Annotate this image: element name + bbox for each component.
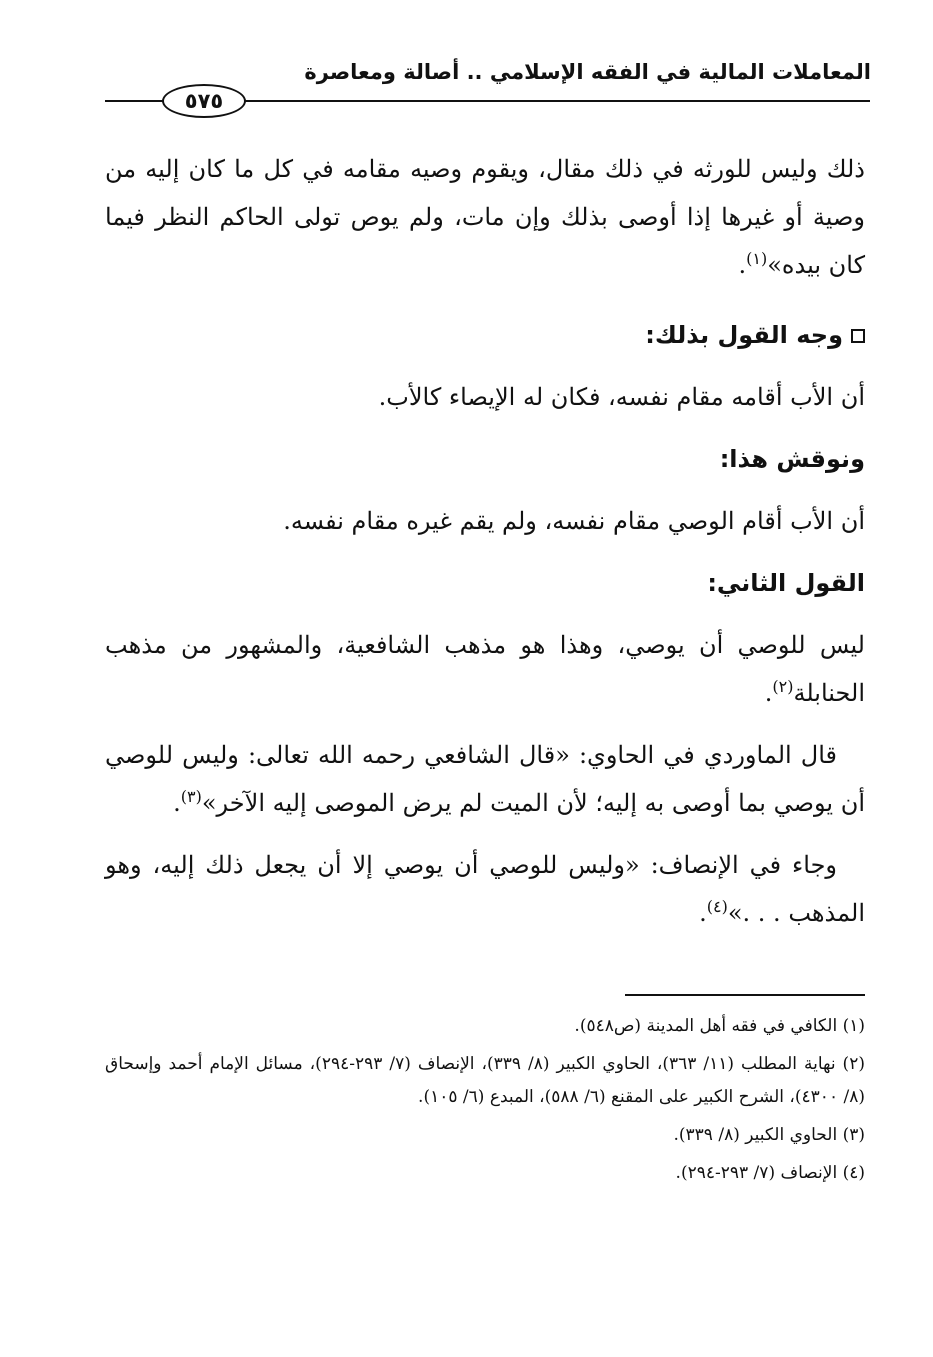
footnotes [105,1010,865,1195]
footnote-ref-4[interactable]: (٤) [706,897,728,916]
main-text [105,145,865,937]
footnote-ref-2[interactable]: (٢) [772,677,794,696]
page-number-badge: ٥٧٥ [162,84,246,118]
paragraph-6: وجاء في الإنصاف: «وليس للوصي أن يوصي إلا أن يجعل ذلك إليه، وهو المذهب . . .»$^{(٤)}$. [105,851,865,927]
paragraph-5: قال الماوردي في الحاوي: «قال الشافعي رحمه الله تعالى: وليس للوصي أن يوصي بما أوصى به إليه؛ لأن الميت لم يرض الموصى إليه الآخر»$^{(٣)}$. [105,741,865,817]
paragraph-4: ليس للوصي أن يوصي، وهذا هو مذهب الشافعية، والمشهور من مذهب الحنابلة$^{(٢)}$. [105,631,865,707]
section-heading-discussion: ونوقش هذا: [719,445,865,473]
footnote-1: (١) الكافي في فقه أهل المدينة (ص٥٤٨). [574,1016,865,1036]
paragraph-2: أن الأب أقامه مقام نفسه، فكان له الإيصاء كالأب. [378,383,865,411]
section-heading-reason: وجه القول بذلك: [105,311,865,359]
footnote-ref-3[interactable]: (٣) [180,787,202,806]
paragraph-3: أن الأب أقام الوصي مقام نفسه، ولم يقم غيره مقام نفسه. [283,507,865,535]
footnote-separator [625,994,865,996]
footnote-4: (٤) الإنصاف (٧/ ٢٩٣-٢٩٤). [675,1163,865,1183]
footnote-3: (٣) الحاوي الكبير (٨/ ٣٣٩). [673,1125,865,1145]
footnote-ref-1[interactable]: (١) [746,249,768,268]
paragraph-1: ذلك وليس للورثه في ذلك مقال، ويقوم وصيه مقامه في كل ما كان إليه من وصية أو غيرها إذا أوصى بذلك وإن مات، ولم يوص تولى الحاكم النظر فيما كان بيده»$^{(١)}$. [105,155,865,279]
checkbox-square-icon [851,329,865,343]
section-heading-second-opinion: القول الثاني: [707,569,865,597]
running-header-title: المعاملات المالية في الفقه الإسلامي .. أصالة ومعاصرة [304,60,871,84]
footnote-2: (٢) نهاية المطلب (١١/ ٣٦٣)، الحاوي الكبير (٨/ ٣٣٩)، الإنصاف (٧/ ٢٩٣-٢٩٤)، مسائل الإمام أحمد وإسحاق (٨/ ٤٣٠٠)، الشرح الكبير على المقنع (٦/ ٥٨٨)، المبدع (٦/ ١٠٥). [105,1054,865,1107]
